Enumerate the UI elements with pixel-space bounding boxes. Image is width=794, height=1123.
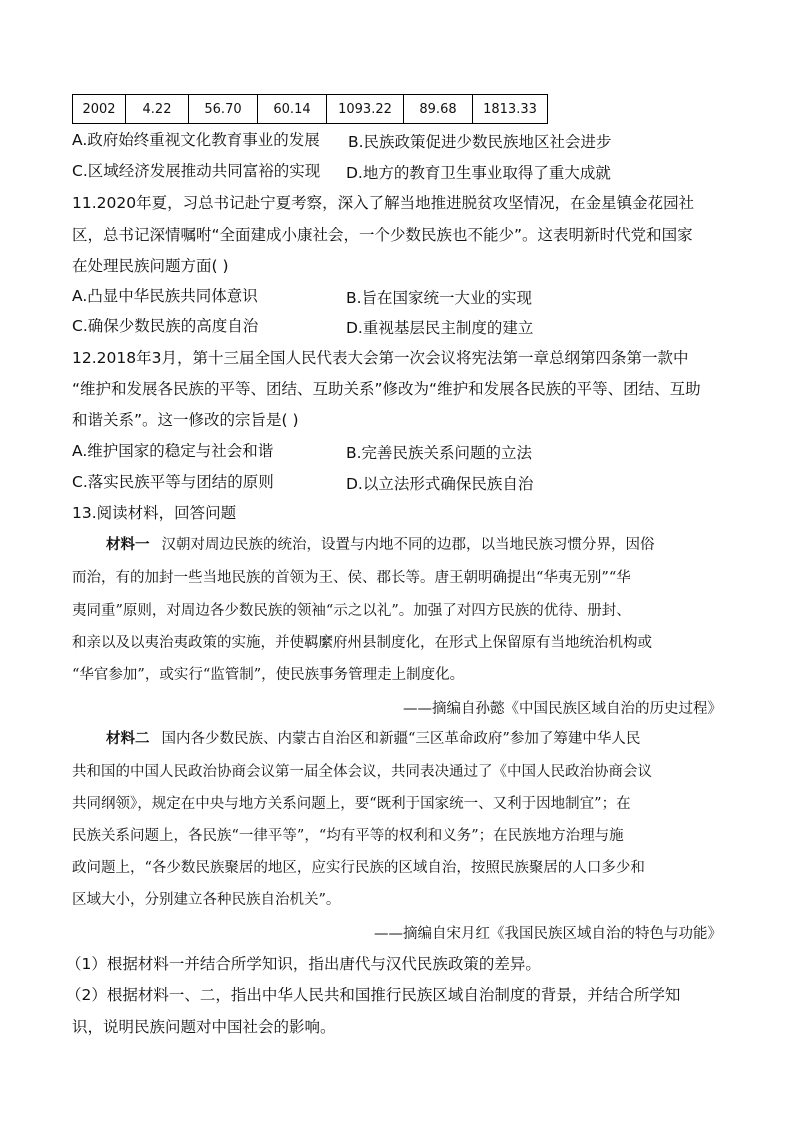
q12-stem-line: 12.2018年3月，第十三届全国人民代表大会第一次会议将宪法第一章总纲第四条第一款中: [72, 349, 689, 367]
q10-option-d: D.地方的教育卫生事业取得了重大成就: [346, 164, 611, 182]
material-two-tag: 材料二: [106, 731, 150, 747]
material-one-line: 夷同重”原则，对周边各少数民族的领袖“示之以礼”。加强了对四方民族的优待、册封、: [72, 603, 631, 619]
material-one-line: [72, 535, 722, 555]
table-cell: 1093.22: [327, 95, 404, 124]
q12-option-b: B.完善民族关系问题的立法: [346, 444, 533, 462]
material-two-line: [72, 729, 722, 749]
material-two-line: 共和国的中国人民政治协商会议第一届全体会议，共同表决通过了《中国人民政治协商会议: [72, 764, 652, 780]
material-two-line: 区域大小，分别建立各种民族自治机关”。: [72, 892, 341, 908]
table-cell: 4.22: [126, 95, 189, 124]
material-two-line: 共同纲领》，规定在中央与地方关系问题上，要“既利于国家统一、又利于因地制宜”；在: [72, 796, 631, 812]
table-cell: 89.68: [404, 95, 473, 124]
material-one-tag: 材料一: [106, 537, 150, 553]
q12-option-a: A.维护国家的稳定与社会和谐: [72, 442, 274, 460]
q12-option-d: D.以立法形式确保民族自治: [346, 475, 534, 493]
q10-option-c: C.区域经济发展推动共同富裕的实现: [72, 162, 321, 180]
material-one-source: ——摘编自孙懿《中国民族区域自治的历史过程》: [403, 701, 722, 717]
q13-stem: 13.阅读材料，回答问题: [72, 504, 237, 522]
material-one-line: 和亲以及以夷治夷政策的实施，并使羁縻府州县制度化，在形式上保留原有当地统治机构或: [72, 635, 652, 651]
material-one-text: 汉朝对周边民族的统治，设置与内地不同的边郡，以当地民族习惯分界，因俗: [161, 537, 655, 553]
data-table: [72, 94, 548, 124]
material-two-line: 民族关系问题上，各民族“一律平等”，“均有平等的权利和义务”；在民族地方治理与施: [72, 828, 624, 844]
q13-subquestion-1: （1）根据材料一并结合所学知识，指出唐代与汉代民族政策的差异。: [66, 955, 541, 973]
q11-stem-line: 在处理民族问题方面( ): [72, 257, 229, 275]
table-cell: 1813.33: [473, 95, 548, 124]
material-two-text: 国内各少数民族、内蒙古自治区和新疆“三区革命政府”参加了筹建中华人民: [161, 731, 641, 747]
material-one-line: 而治，有的加封一些当地民族的首领为王、侯、郡长等。唐王朝明确提出“华夷无别”“华: [72, 570, 631, 586]
material-two-line: 政问题上，“各少数民族聚居的地区，应实行民族的区域自治，按照民族聚居的人口多少和: [72, 860, 645, 876]
q11-option-b: B.旨在国家统一大业的实现: [346, 289, 533, 307]
table-row: [73, 95, 548, 124]
table-cell: 60.14: [258, 95, 327, 124]
table-cell: 56.70: [189, 95, 258, 124]
q13-subquestion-2-cont: 识，说明民族问题对中国社会的影响。: [72, 1018, 336, 1036]
q10-option-a: A.政府始终重视文化教育事业的发展: [72, 131, 320, 149]
q12-stem-line: 和谐关系”。这一修改的宗旨是( ): [72, 411, 299, 429]
material-one-line: “华官参加”，或实行“监管制”，使民族事务管理走上制度化。: [72, 667, 465, 683]
q11-option-c: C.确保少数民族的高度自治: [72, 317, 259, 335]
q13-subquestion-2: （2）根据材料一、二，指出中华人民共和国推行民族区域自治制度的背景，并结合所学知: [66, 986, 681, 1004]
q11-stem-line: 11.2020年夏，习总书记赴宁夏考察，深入了解当地推进脱贫攻坚情况，在金星镇金花园社: [72, 194, 695, 212]
q10-option-b: B.民族政策促进少数民族地区社会进步: [348, 133, 612, 151]
q11-option-d: D.重视基层民主制度的建立: [346, 319, 534, 337]
q11-option-a: A.凸显中华民族共同体意识: [72, 287, 258, 305]
q11-stem-line: 区，总书记深情嘱咐“全面建成小康社会，一个少数民族也不能少”。这表明新时代党和国家: [72, 226, 693, 244]
material-two-source: ——摘编自宋月红《我国民族区域自治的特色与功能》: [374, 926, 722, 942]
q12-stem-line: “维护和发展各民族的平等、团结、互助关系”修改为“维护和发展各民族的平等、团结、互助: [72, 380, 701, 398]
table-cell: 2002: [73, 95, 126, 124]
q12-option-c: C.落实民族平等与团结的原则: [72, 473, 274, 491]
